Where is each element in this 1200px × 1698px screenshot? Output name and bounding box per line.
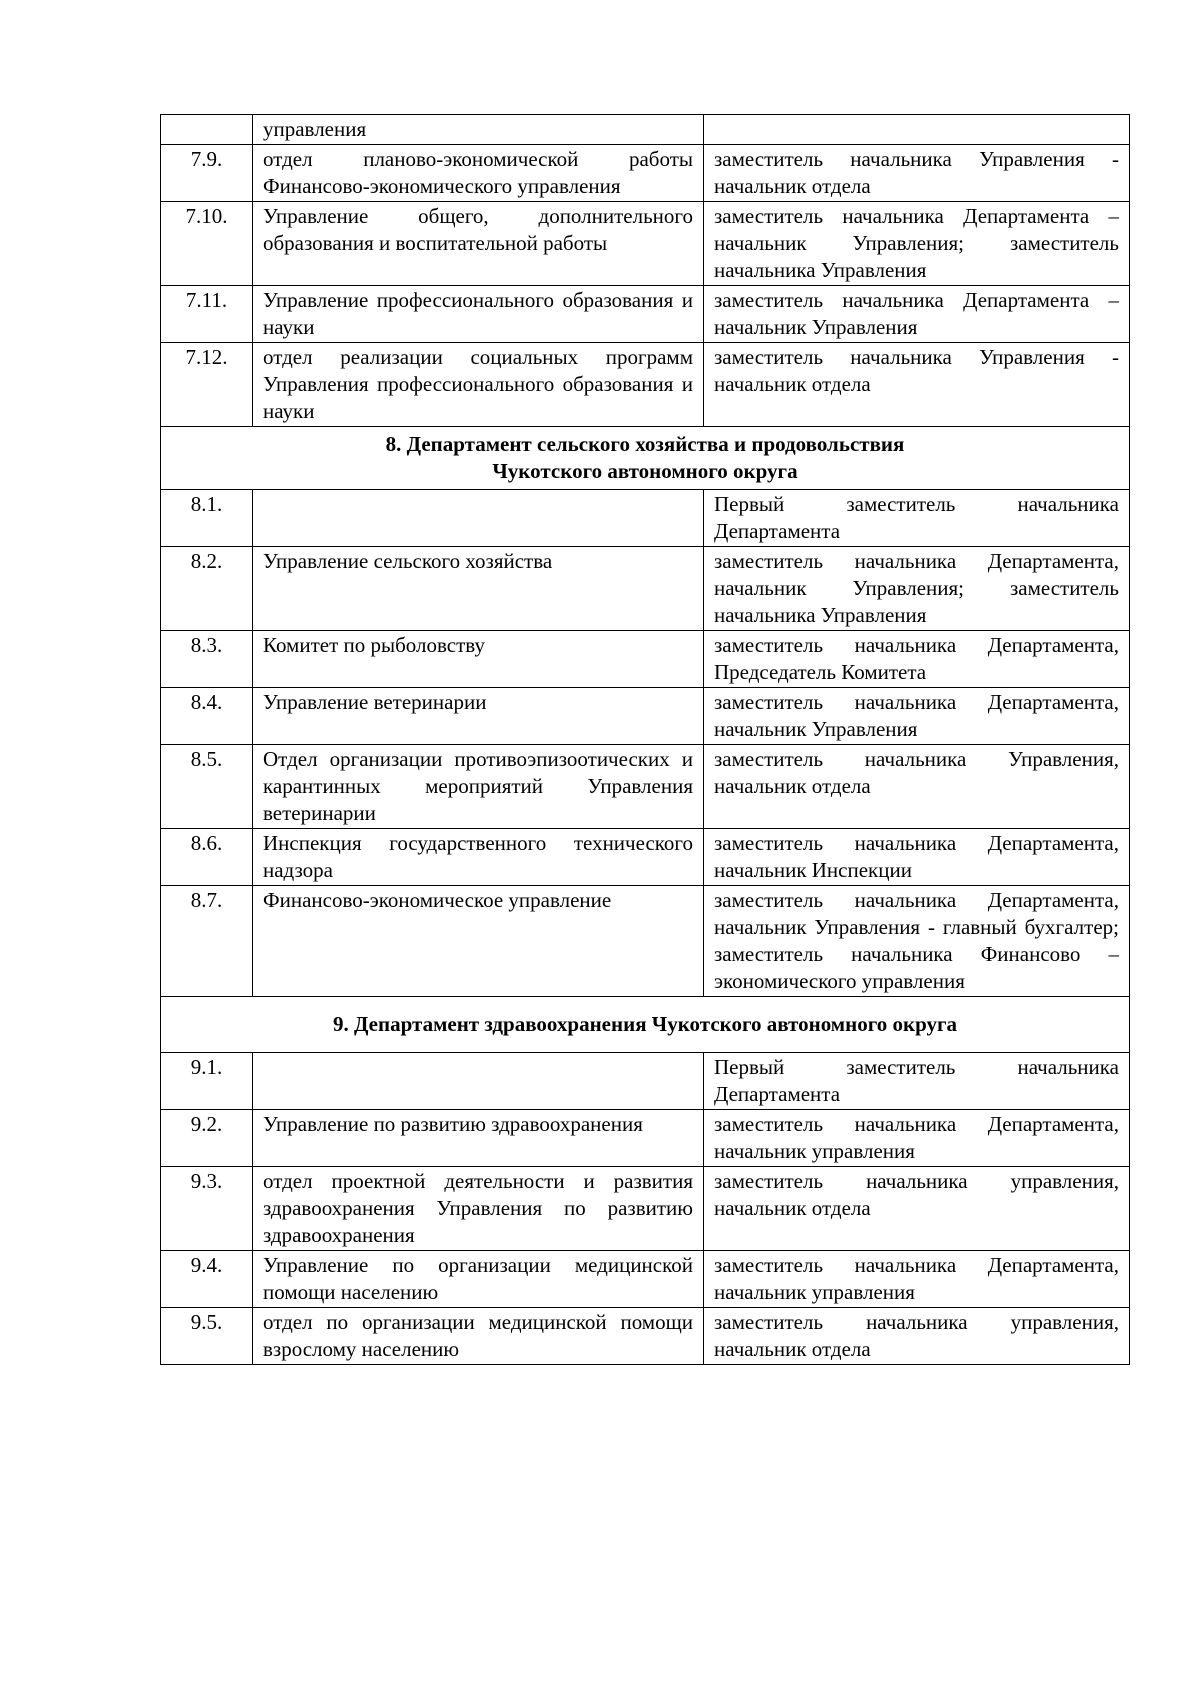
department-name: отдел планово-экономической работы Финансово-экономического управления	[253, 145, 704, 202]
table-row	[161, 1251, 1130, 1308]
position-title: Первый заместитель начальника Департамента	[704, 1053, 1130, 1110]
row-number	[161, 115, 253, 145]
table-row	[161, 1308, 1130, 1365]
row-number: 8.4.	[161, 688, 253, 745]
position-title: заместитель начальника Департамента – начальник Управления	[704, 286, 1130, 343]
row-number: 7.10.	[161, 202, 253, 286]
row-number: 7.9.	[161, 145, 253, 202]
section-header-row	[161, 427, 1130, 490]
row-number: 9.5.	[161, 1308, 253, 1365]
position-title	[704, 115, 1130, 145]
position-title: заместитель начальника Департамента, Председатель Комитета	[704, 631, 1130, 688]
row-number: 9.1.	[161, 1053, 253, 1110]
department-name: Комитет по рыболовству	[253, 631, 704, 688]
department-name: отдел проектной деятельности и развития здравоохранения Управления по развитию здравоохранения	[253, 1167, 704, 1251]
department-name: Финансово-экономическое управление	[253, 886, 704, 997]
row-number: 8.5.	[161, 745, 253, 829]
table-row	[161, 343, 1130, 427]
position-title: заместитель начальника Департамента, начальник Управления; заместитель начальника Управления	[704, 547, 1130, 631]
row-number: 8.1.	[161, 490, 253, 547]
department-name: Отдел организации противоэпизоотических и карантинных мероприятий Управления ветеринарии	[253, 745, 704, 829]
table-row	[161, 1053, 1130, 1110]
department-name: Управление по организации медицинской помощи населению	[253, 1251, 704, 1308]
table-row	[161, 745, 1130, 829]
row-number: 7.12.	[161, 343, 253, 427]
department-name: отдел по организации медицинской помощи взрослому населению	[253, 1308, 704, 1365]
row-number: 9.3.	[161, 1167, 253, 1251]
position-title: заместитель начальника Департамента, начальник управления	[704, 1251, 1130, 1308]
position-title: заместитель начальника Управления - начальник отдела	[704, 343, 1130, 427]
department-name: Управление сельского хозяйства	[253, 547, 704, 631]
table-row	[161, 145, 1130, 202]
table-row	[161, 886, 1130, 997]
table-row	[161, 547, 1130, 631]
positions-table	[160, 114, 1130, 1365]
row-number: 7.11.	[161, 286, 253, 343]
row-number: 9.2.	[161, 1110, 253, 1167]
department-name: Управление профессионального образования и науки	[253, 286, 704, 343]
table-row	[161, 115, 1130, 145]
position-title: заместитель начальника Управления, начальник отдела	[704, 745, 1130, 829]
table-row	[161, 202, 1130, 286]
department-name: Управление ветеринарии	[253, 688, 704, 745]
row-number: 9.4.	[161, 1251, 253, 1308]
positions-table-body	[161, 115, 1130, 1365]
department-name: управления	[253, 115, 704, 145]
department-name	[253, 490, 704, 547]
position-title: заместитель начальника Департамента, начальник Управления - главный бухгалтер; заместитель начальника Финансово – экономического управления	[704, 886, 1130, 997]
row-number: 8.6.	[161, 829, 253, 886]
position-title: заместитель начальника управления, начальник отдела	[704, 1308, 1130, 1365]
position-title: заместитель начальника Департамента, начальник управления	[704, 1110, 1130, 1167]
position-title: заместитель начальника Управления - начальник отдела	[704, 145, 1130, 202]
section-title	[161, 427, 1130, 490]
row-number: 8.7.	[161, 886, 253, 997]
position-title: Первый заместитель начальника Департамента	[704, 490, 1130, 547]
section-title-line: 9. Департамент здравоохранения Чукотского автономного округа	[332, 1012, 958, 1036]
table-row	[161, 490, 1130, 547]
table-row	[161, 1167, 1130, 1251]
department-name: Управление общего, дополнительного образования и воспитательной работы	[253, 202, 704, 286]
department-name	[253, 1053, 704, 1110]
department-name: Управление по развитию здравоохранения	[253, 1110, 704, 1167]
position-title: заместитель начальника Департамента, начальник Инспекции	[704, 829, 1130, 886]
section-title-line: Чукотского автономного округа	[492, 459, 798, 483]
table-row	[161, 631, 1130, 688]
section-header-row	[161, 997, 1130, 1053]
section-title	[161, 997, 1130, 1053]
department-name: Инспекция государственного технического надзора	[253, 829, 704, 886]
row-number: 8.3.	[161, 631, 253, 688]
position-title: заместитель начальника Департамента, начальник Управления	[704, 688, 1130, 745]
section-title-line: 8. Департамент сельского хозяйства и продовольствия	[385, 432, 905, 456]
table-row	[161, 286, 1130, 343]
table-row	[161, 829, 1130, 886]
position-title: заместитель начальника управления, начальник отдела	[704, 1167, 1130, 1251]
table-row	[161, 1110, 1130, 1167]
row-number: 8.2.	[161, 547, 253, 631]
department-name: отдел реализации социальных программ Управления профессионального образования и науки	[253, 343, 704, 427]
table-row	[161, 688, 1130, 745]
position-title: заместитель начальника Департамента – начальник Управления; заместитель начальника Управления	[704, 202, 1130, 286]
